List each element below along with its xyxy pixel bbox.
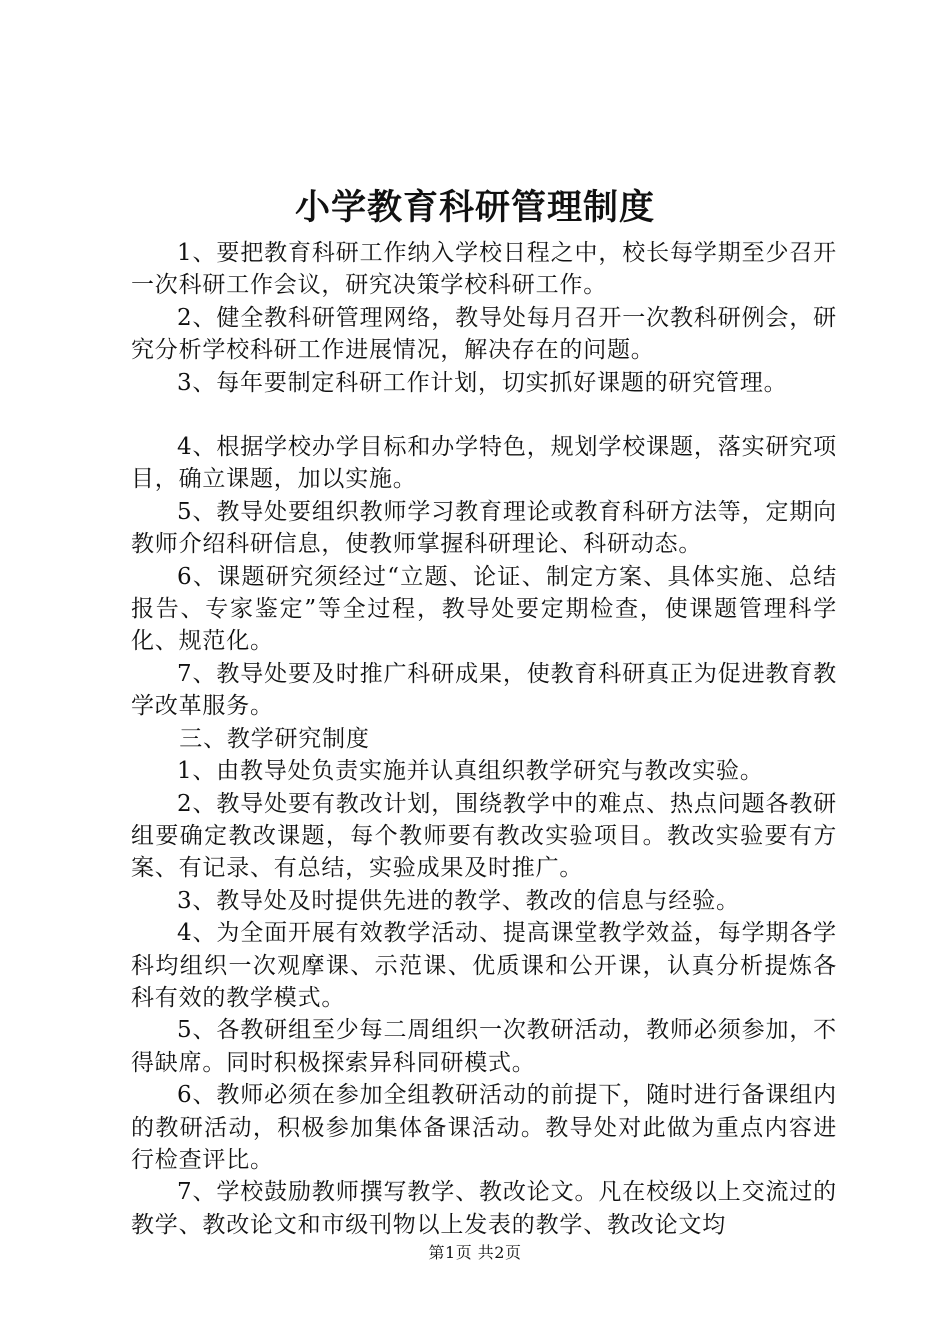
paragraph: 1、由教导处负责实施并认真组织教学研究与教改实验。 [177,758,764,785]
section-heading: 三、教学研究制度 [179,725,370,752]
paragraph: 6、课题研究须经过“立题、论证、制定方案、具体实施、总结报告、专家鉴定”等全过程，教导处要定期检查，使课题管理科学化、规范化。 [131,563,837,655]
paragraph: 7、学校鼓励教师撰写教学、教改论文。凡在校级以上交流过的教学、教改论文和市级刊物以上发表的教学、教改论文均 [131,1179,837,1238]
paragraph: 5、教导处要组织教师学习教育理论或教育科研方法等，定期向教师介绍科研信息，使教师掌握科研理论、科研动态。 [131,498,837,558]
paragraph: 2、教导处要有教改计划，围绕教学中的难点、热点问题各教研组要确定教改课题，每个教师要有教改实验项目。教改实验要有方案、有记录、有总结，实验成果及时推广。 [131,790,837,882]
paragraph: 4、为全面开展有效教学活动、提高课堂教学效益，每学期各学科均组织一次观摩课、示范课、优质课和公开课，认真分析提炼各科有效的教学模式。 [131,920,837,1011]
paragraph: 2、健全教科研管理网络，教导处每月召开一次教科研例会，研究分析学校科研工作进展情况，解决存在的问题。 [131,304,837,364]
paragraph: 3、每年要制定科研工作计划，切实抓好课题的研究管理。 [177,369,788,396]
document-body [131,237,837,1241]
paragraph: 4、根据学校办学目标和办学特色，规划学校课题，落实研究项目，确立课题，加以实施。 [131,434,837,493]
paragraph: 6、教师必须在参加全组教研活动的前提下，随时进行备课组内的教研活动，积极参加集体备课活动。教导处对此做为重点内容进行检查评比。 [131,1082,837,1173]
paragraph: 7、教导处要及时推广科研成果，使教育科研真正为促进教育教学改革服务。 [131,660,837,720]
paragraph: 5、各教研组至少每二周组织一次教研活动，教师必须参加，不得缺席。同时积极探索异科同研模式。 [131,1017,837,1076]
paragraph: 3、教导处及时提供先进的教学、教改的信息与经验。 [177,887,740,914]
paragraph: 1、要把教育科研工作纳入学校日程之中，校长每学期至少召开一次科研工作会议，研究决策学校科研工作。 [131,240,837,299]
page-footer: 第1页 共2页 [428,1243,522,1262]
document-title: 小学教育科研管理制度 [294,187,655,228]
